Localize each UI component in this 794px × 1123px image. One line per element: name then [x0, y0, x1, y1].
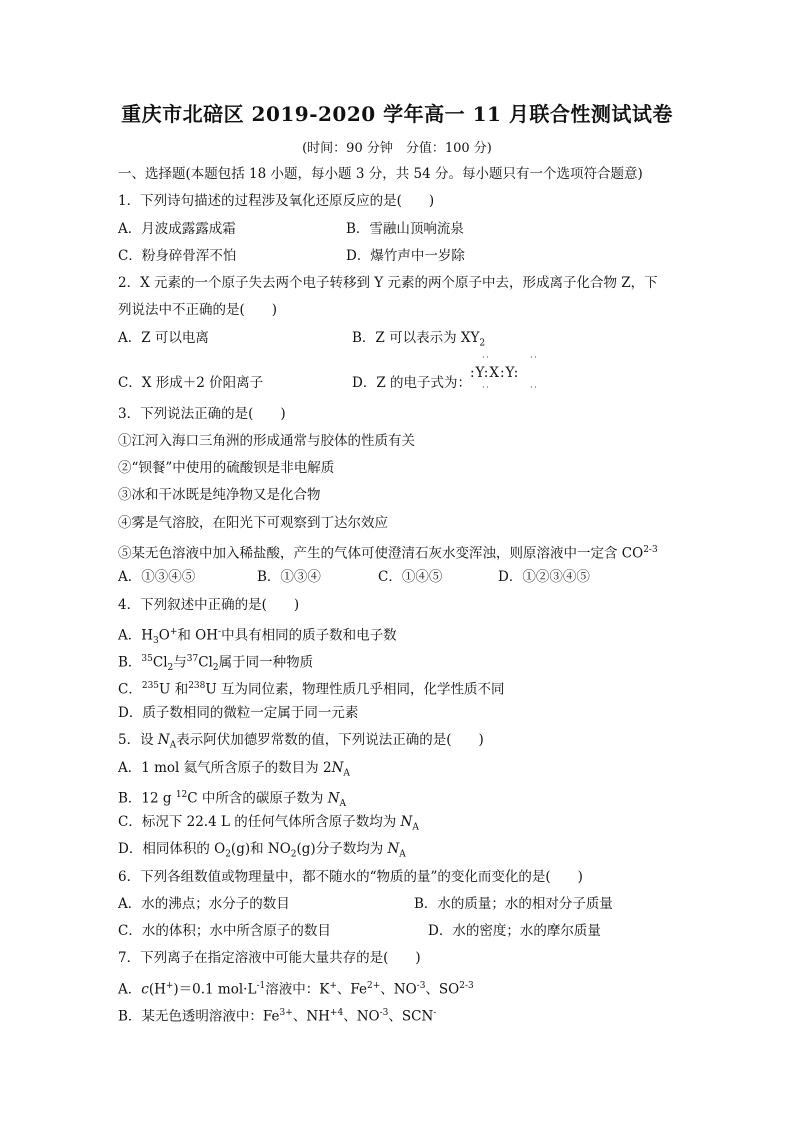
q3-statement-1: ①江河入海口三角洲的形成通常与胶体的性质有关: [118, 433, 415, 449]
q5-d-part1: D．相同体积的 O: [118, 841, 226, 857]
q5-na-symbol: N: [157, 732, 170, 748]
exam-subtitle: (时间：90 分钟 分值：100 分): [302, 141, 492, 156]
q2-stem-line2: 列说法中不正确的是( ): [118, 302, 278, 318]
q7-a-part3: )＝0.1 mol·L: [173, 981, 257, 998]
q5-b-na-sub: A: [339, 799, 347, 810]
q6-option-a: A．水的沸点；水分子的数目: [118, 896, 290, 912]
q4-b-sup1: 35: [141, 654, 153, 664]
q5-b-sup: 12: [175, 790, 188, 800]
q5-option-c: [118, 813, 419, 837]
q7-b-part3: 、NO: [343, 1008, 380, 1025]
q4-option-c: [118, 677, 505, 699]
q1-stem: 1．下列诗句描述的过程涉及氧化还原反应的是( ): [118, 193, 435, 209]
q5-na-sub: A: [169, 740, 177, 751]
q4-b-sub2: 2: [212, 663, 219, 674]
q2-option-b: [352, 329, 485, 353]
q2-stem-line1: 2．X 元素的一个原子失去两个电子转移到 Y 元素的两个原子中去，形成离子化合物 Z，下: [118, 275, 658, 291]
q3-option-a: A．①③④⑤: [118, 569, 196, 585]
q5-a-na-sub: A: [343, 768, 350, 779]
q6-option-d: D．水的密度；水的摩尔质量: [428, 923, 601, 939]
section-heading: 一、选择题(本题包括 18 小题，每小题 3 分，共 54 分。每小题只有一个选项符合题意): [118, 166, 643, 182]
q4-a-part4: 中具有相同的质子数和电子数: [221, 627, 397, 644]
q7-stem: 7．下列离子在指定溶液中可能大量共存的是( ): [118, 950, 421, 966]
q5-a-na-symbol: N: [331, 760, 344, 776]
exam-title: 重庆市北碚区 2019-2020 学年高一 11 月联合性测试试卷: [121, 102, 673, 126]
q4-b-part2: 与: [173, 654, 187, 671]
q3-statement-4: ④雾是气溶胶，在阳光下可观察到丁达尔效应: [118, 515, 388, 531]
q7-a-sup3: +: [329, 981, 337, 991]
q4-a-sub: 3: [153, 636, 159, 647]
q5-d-sub2: 2: [290, 849, 297, 860]
q7-b-part4: 、SCN: [388, 1008, 434, 1025]
electron-dots-bottom-left: · ·: [482, 383, 489, 392]
q5-option-a: [118, 759, 350, 783]
q6-option-c: C．水的体积；水中所含原子的数目: [118, 923, 331, 939]
q5-option-d: [118, 840, 406, 864]
q5-stem: [118, 731, 484, 755]
q4-stem: 4．下列叙述中正确的是( ): [118, 597, 300, 613]
q5-stem-part1: 5．设: [118, 732, 158, 748]
q6-option-b: B．水的质量；水的相对分子质量: [414, 896, 613, 912]
q1-option-d: D．爆竹声中一岁除: [346, 248, 465, 264]
electron-dots-bottom-right: · ·: [530, 383, 537, 392]
q6-stem: 6．下列各组数值或物理量中，都不随水的“物质的量”的变化而变化的是( ): [118, 869, 583, 885]
q1-option-b: B．雪融山顶响流泉: [346, 221, 464, 237]
q1-option-c: C．粉身碎骨浑不怕: [118, 248, 237, 264]
q4-a-part1: A．H: [118, 627, 154, 644]
q2-option-b-subscript: 2: [479, 338, 486, 349]
q3-statement-2: ②“钡餐”中使用的硫酸钡是非电解质: [118, 460, 335, 476]
electron-formula: [470, 354, 560, 394]
q5-c-na-symbol: N: [400, 814, 413, 830]
q7-option-b: [118, 1004, 436, 1026]
q7-a-sup1: +: [165, 981, 174, 991]
q7-a-sup4: 2+: [366, 981, 381, 991]
q5-option-b: [118, 786, 346, 813]
q7-a-sup5: -3: [416, 981, 426, 991]
q2-option-c: C．X 形成＋2 价阳离子: [118, 375, 264, 391]
q4-b-sup2: 37: [186, 654, 199, 664]
q5-b-part2: C 中所含的碳原子数为: [187, 790, 328, 807]
q3-statement-5: [118, 541, 658, 563]
q4-c-part2: U 互为同位素，物理性质几乎相同，化学性质不同: [205, 681, 505, 698]
q4-c-label: C．: [118, 681, 142, 698]
q7-b-sup1: 3+: [279, 1008, 293, 1018]
q4-option-d: D．质子数相同的微粒一定属于同一元素: [118, 705, 359, 721]
q3-stem: 3．下列说法正确的是( ): [118, 406, 286, 422]
q4-b-part3: Cl: [198, 654, 213, 671]
q3-option-c: C．①④⑤: [378, 569, 443, 585]
q7-b-part1: B．某无色透明溶液中：Fe: [118, 1008, 280, 1025]
q4-c-sup2: 238: [188, 681, 206, 691]
q4-a-sup: +: [169, 627, 178, 637]
q7-b-sup4: -: [433, 1008, 437, 1018]
q7-a-c: c: [141, 981, 149, 998]
q7-b-sup3: -3: [379, 1008, 389, 1018]
q4-a-part2: O: [158, 627, 170, 644]
q5-d-sub1: 2: [225, 849, 231, 860]
q2-option-b-text: B．Z 可以表示为 XY: [352, 330, 480, 346]
q5-d-na-symbol: N: [387, 841, 400, 857]
q5-b-part1: B．12 g: [118, 790, 176, 807]
q3-option-d: D．①②③④⑤: [498, 569, 590, 585]
q5-c-na-sub: A: [412, 822, 419, 833]
electron-dots-top-left: · ·: [482, 353, 489, 362]
q5-stem-part2: 表示阿伏加德罗常数的值，下列说法正确的是( ): [176, 732, 484, 748]
q7-a-part5: 、Fe: [336, 981, 367, 998]
q7-a-part2: (H: [148, 981, 166, 998]
electron-dots-top-right: · ·: [530, 353, 537, 362]
q3-statement-3: ③冰和干冰既是纯净物又是化合物: [118, 487, 321, 503]
q5-c-text: C．标况下 22.4 L 的任何气体所含原子数均为: [118, 814, 401, 830]
q3-option-b: B．①③④: [257, 569, 321, 585]
q7-b-part2: 、NH: [292, 1008, 330, 1025]
q4-a-sup2: -: [218, 627, 222, 637]
q7-a-label: A．: [118, 981, 142, 998]
q2-option-a: A．Z 可以电离: [118, 330, 209, 346]
q4-b-part1: Cl: [152, 654, 168, 671]
q1-option-a: A．月波成露露成霜: [118, 221, 236, 237]
q7-a-sup2: -1: [256, 981, 266, 991]
q3-statement-5-superscript: 2-3: [643, 545, 658, 555]
q4-c-sup1: 235: [141, 681, 160, 691]
q4-b-sub1: 2: [167, 663, 174, 674]
q4-a-part3: 和 OH: [177, 627, 219, 644]
q5-d-part3: (g)分子数均为: [296, 841, 388, 857]
electron-formula-text: :Y:X:Y:: [470, 365, 520, 381]
q5-d-na-sub: A: [399, 849, 406, 860]
q4-c-part1: U 和: [159, 681, 189, 698]
q5-a-text: A．1 mol 氦气所含原子的数目为 2: [118, 760, 332, 776]
q4-b-part4: 属于同一种物质: [218, 654, 314, 671]
q5-d-part2: (g)和 NO: [230, 841, 291, 857]
q7-a-part6: 、NO: [380, 981, 417, 998]
q7-option-a: [118, 977, 474, 999]
q3-statement-5-text: ⑤某无色溶液中加入稀盐酸，产生的气体可使澄清石灰水变浑浊，则原溶液中一定含 CO: [118, 545, 644, 562]
q5-b-na-symbol: N: [327, 790, 340, 807]
q7-a-part7: 、SO: [425, 981, 460, 998]
q4-option-a: [118, 623, 397, 650]
q7-b-sup2: +4: [329, 1008, 344, 1018]
q4-b-label: B．: [118, 654, 142, 671]
q2-option-d: D．Z 的电子式为：: [352, 375, 471, 391]
q7-a-sup6: 2-3: [459, 981, 474, 991]
q7-a-part4: 溶液中：K: [265, 981, 330, 998]
q4-option-b: [118, 650, 313, 677]
